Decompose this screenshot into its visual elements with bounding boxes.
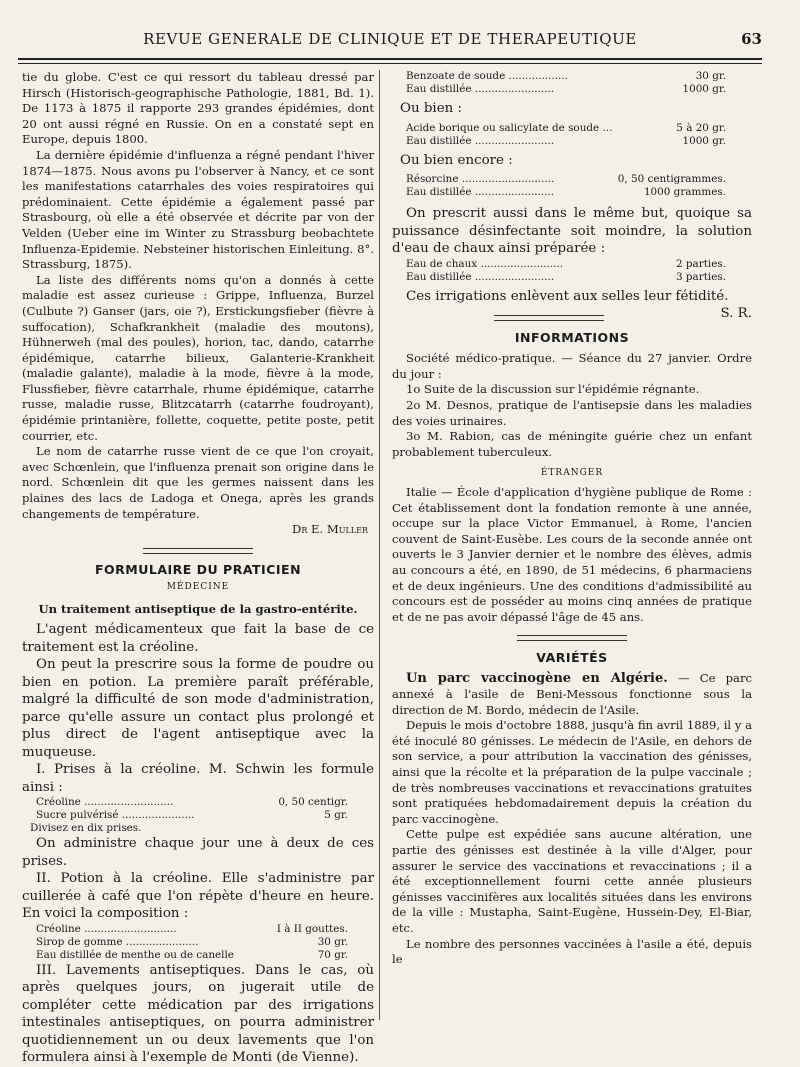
page-header [18, 30, 762, 56]
paragraph: On peut la prescrire sous la forme de poudre ou bien en potion. La première paraît préférable, malgré la difficulté de son mode d'administration, parce qu'elle assure un contact plus prolongé et plus direct de l'agent antiseptique avec la muqueuse. [22, 657, 374, 760]
ornament-divider [392, 310, 752, 326]
signature: Dr E. Muller [292, 522, 368, 537]
paragraph: Ces irrigations enlèvent aux selles leur fétidité. S. R. [406, 288, 752, 321]
paragraph: Le nom de catarrhe russe vient de ce que l'on croyait, avec Schœnlein, que l'influenza prenait son origine dans le nord. Schœnlein dit que les germes naissent dans les plaines des lacs de Ladoga et Onega, après les grands changements de température. [22, 444, 374, 521]
prescription-line: Eau distillée ........................ 1000 gr. [406, 83, 726, 95]
prescription-line: Créoline ............................ I à II gouttes. [36, 922, 348, 935]
section-title: INFORMATIONS [514, 329, 630, 345]
paragraph: tie du globe. C'est ce qui ressort du tableau dressé par Hirsch (Historisch-geographische Pathologie, 1881, Bd. 1). De 1173 à 1875 il rapporte 293 grandes épidémies, dont 20 ont aussi régné en Russie. On en a constaté sept en Europe, depuis 1800. [22, 70, 374, 147]
alternative-label: Ou bien encore : [400, 152, 513, 168]
paragraph: I. Prises à la créoline. M. Schwin les formule ainsi : [22, 762, 374, 795]
ornament-divider [22, 543, 374, 559]
prescription-line: Eau distillée ........................ 3 parties. [406, 270, 726, 283]
section-title: VARIÉTÉS [536, 649, 608, 665]
column-separator [379, 70, 380, 1020]
section-subtitle: MÉDECINE [166, 582, 230, 592]
paragraph: Cette pulpe est expédiée sans aucune altération, une partie des génisses est destinée à la ville d'Alger, pour assurer le service des vaccinations et revaccinations ; il a été exceptionnellement fourni cette année plusieurs génisses vaccinifères aux localités situées dans les environs de la ville : Mustapha, Saint-Eugène, Hussein-Dey, El-Biar, etc. [392, 827, 752, 935]
journal-title: REVUE GENERALE DE CLINIQUE ET DE THERAPEUTIQUE [143, 30, 637, 48]
agenda-item: 3o M. Rabion, cas de méningite guérie chez un enfant probablement tuberculeux. [392, 429, 752, 459]
paragraph: La liste des différents noms qu'on a donnés à cette maladie est assez curieuse : Grippe, Influenza, Burzel (Culbute ?) Ganser (jars, oie ?), Erstickungsfieber (fièvre à suffocation), Schafkrankheit (maladie des moutons), Hühnerweh (mal des poules), horion, tac, dando, catarrhe épidémique, catarrhe bilieux, Galanterie-Krankheit (maladie galante), maladie à la mode, fièvre à la mode, Flussfieber, fièvre catarrhale, rhume épidémique, catarrhe russe, maladie russe, Blitzcatarrh (catarrhe foudroyant), épidémie printanière, follette, coquette, petite poste, petit courrier, etc. [22, 272, 374, 443]
prescription-line: Eau distillée de menthe ou de canelle 70 gr. [36, 948, 348, 961]
prescription-line: Benzoate de soude .................. 30 gr. [406, 70, 726, 82]
ornament-divider [392, 630, 752, 646]
prescription-line: Résorcine ............................ 0, 50 centigrammes. [406, 173, 726, 185]
agenda-item: 2o M. Desnos, pratique de l'antisepsie dans les maladies des voies urinaires. [392, 397, 752, 428]
paragraph: La dernière épidémie d'influenza a régné pendant l'hiver 1874—1875. Nous avons pu l'observer à Nancy, et ce sont les manifestations catarrhales des voies respiratoires qui prédominaient. Cette épidémie a également passé par Strasbourg, où elle a été observée et décrite par von der Velden (Ueber eine im Winter zu Strassburg beobachtete Influenza-Epidemie. Nebsteiner historischen Einleitung. 8°. Strassburg, 1875). [22, 147, 374, 272]
prescription-line: Sirop de gomme ...................... 30 gr. [36, 935, 348, 948]
paragraph: On prescrit aussi dans le même but, quoique sa puissance désinfectante soit moindre, la solution d'eau de chaux ainsi préparée : [392, 206, 752, 256]
alternative-label: Ou bien : [400, 101, 463, 116]
article-heading: Un traitement antiseptique de la gastro-entérite. [38, 601, 358, 616]
header-rule [18, 58, 762, 60]
prescription-line: Eau distillée ........................ 1000 gr. [406, 134, 726, 147]
paragraph: Italie — École d'application d'hygiène publique de Rome : Cet établissement dont la fondation remonte à une année, occupe sur la place Victor Emmanuel, à Rome, l'ancien couvent de Saint-Eusèbe. Les cours de la seconde année ont ouverts le 3 Janvier dernier et le nombre des élèves, admis au concours a été, en 1890, de 51 médecins, 6 pharmaciens et de deux ingénieurs. Une des conditions d'admissibilité au concours est de posséder au moins cinq années de pratique et de ne pas avoir dépassé l'âge de 45 ans. [392, 484, 752, 624]
prescription-line: Créoline ........................... 0, 50 centigr. [36, 796, 348, 809]
prescription-note: Divisez en dix prises. [30, 822, 142, 835]
agenda-item: 1o Suite de la discussion sur l'épidémie régnante. [406, 382, 700, 397]
header-rule-thin [18, 63, 762, 64]
paragraph: Le nombre des personnes vaccinées à l'asile a été, depuis le [392, 936, 752, 967]
paragraph: III. Lavements antiseptiques. Dans le cas, où après quelques jours, on jugerait utile de compléter cette médication par des irrigations intestinales antiseptiques, on pourra administrer quotidiennement un ou deux lavements que l'on formulera ainsi à l'exemple de Monti (de Vienne). [22, 962, 374, 1066]
prescription-line: Eau distillée ........................ 1000 grammes. [406, 186, 726, 198]
paragraph: L'agent médicamenteux que fait la base de ce traitement est la créoline. [22, 622, 374, 655]
left-column [22, 70, 374, 1066]
section-title: FORMULAIRE DU PRATICIEN [94, 562, 302, 578]
signature: S. R. [720, 306, 752, 321]
prescription-line: Sucre pulvérisé ...................... 5 gr. [36, 809, 348, 822]
prescription-line: Eau de chaux ......................... 2 parties. [406, 257, 726, 270]
paragraph: Société médico-pratique. — Séance du 27 janvier. Ordre du jour : [392, 351, 752, 381]
paragraph: Depuis le mois d'octobre 1888, jusqu'à fin avril 1889, il y a été inoculé 80 génisses. Le médecin de l'Asile, en dehors de son service, a pour attribution la vaccination des génisses, ainsi que la récolte et la préparation de la pulpe vaccinale ; de très nombreuses vaccinations et revaccinations gratuites sont pratiquées hebdomadairement depuis la création du parc vaccinogène. [392, 718, 752, 826]
prescription-line: Acide borique ou salicylate de soude ... 5 à 20 gr. [406, 121, 726, 134]
page-number: 63 [741, 30, 762, 48]
paragraph: On administre chaque jour une à deux de ces prises. [22, 836, 374, 869]
paragraph: Un parc vaccinogène en Algérie. — Ce parc annexé à l'asile de Beni-Messous fonctionne sous la direction de M. Bordo, médecin de l'Asile. [392, 671, 752, 717]
right-column [392, 70, 752, 1030]
paragraph: II. Potion à la créoline. Elle s'administre par cuillerée à café que l'on répète d'heure en heure. En voici la composition : [22, 871, 374, 922]
subsection-title: ÉTRANGER [540, 468, 604, 479]
article-heading: Un parc vaccinogène en Algérie. [406, 671, 668, 687]
